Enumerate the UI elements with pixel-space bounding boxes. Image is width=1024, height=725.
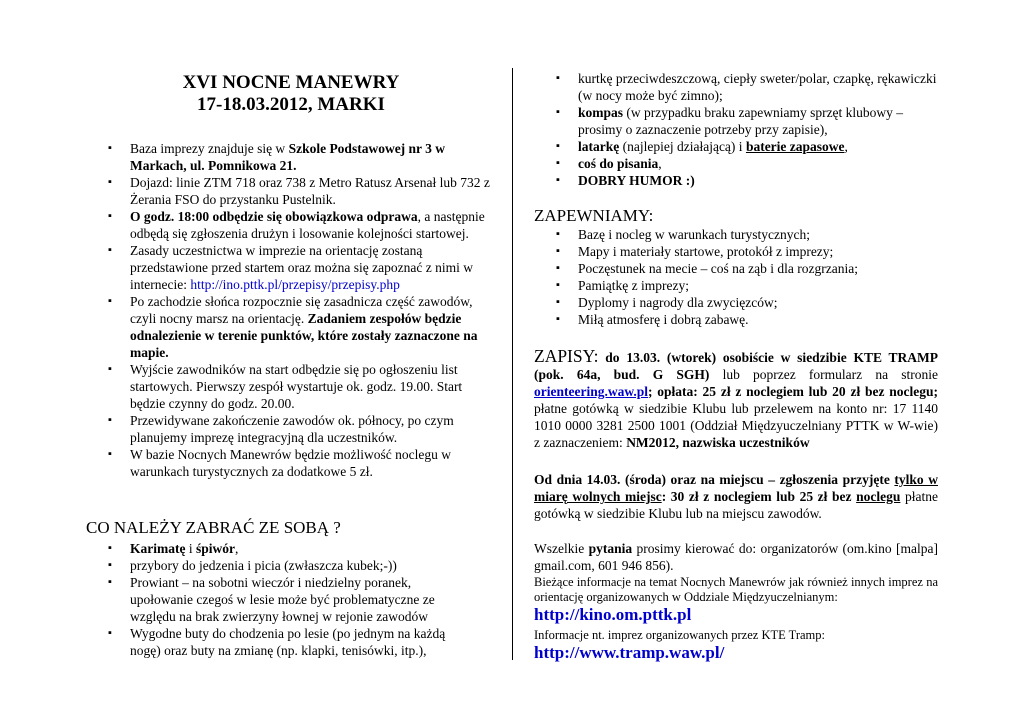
- list-item: [534, 155, 938, 172]
- text: ,: [235, 541, 239, 556]
- bold-text: Od dnia 14.03. (środa) oraz na miejscu – zgłoszenia przyjęte: [534, 472, 895, 487]
- text: prosimy kierować do: organizatorów (om.kino [malpa] gmail.com, 601 946 856).: [534, 541, 938, 573]
- title-line-2: 17-18.03.2012, MARKI: [197, 94, 385, 115]
- text: ,: [658, 156, 662, 171]
- info-paragraph: Bieżące informacje na temat Nocnych Manewrów jak również innych imprez na orientację organizowanych w Oddziale Międzyuczelnianym:: [534, 575, 938, 604]
- title-line-1: XVI NOCNE MANEWRY: [182, 72, 400, 93]
- list-item: ▪ Dojazd: linie ZTM 718 oraz 738 z Metro Ratusz Arsenał lub 732 z Żerania FSO do przystanku Pustelnik.: [86, 174, 496, 208]
- bold-underlined-text: baterie zapasowe: [745, 139, 845, 154]
- text: , a następnie odbędą się zgłoszenia drużyn i losowanie kolejności startowej.: [130, 209, 485, 241]
- bring-heading: CO NALEŻY ZABRAĆ ZE SOBĄ ?: [86, 518, 341, 537]
- bold-text: latarkę: [578, 139, 620, 154]
- list-item: ▪ Pamiątkę z imprezy;: [534, 277, 938, 294]
- list-item: ▪ przybory do jedzenia i picia (zwłaszcza kubek;-)): [86, 557, 476, 574]
- zapisy-paragraph: [534, 348, 938, 451]
- text: Wszelkie: [534, 541, 589, 556]
- list-item: ▪ kurtkę przeciwdeszczową, ciepły sweter/polar, czapkę, rękawiczki (w nocy może być zimno);: [534, 70, 938, 104]
- list-item: ▪ Wyjście zawodników na start odbędzie się po ogłoszeniu list startowych. Pierwszy zespół wystartuje ok. godz. 19.00. Start będzie czynny do godz. 20.00.: [86, 361, 496, 412]
- text: Zasady uczestnictwa w imprezie na orientację zostaną przedstawione przed startem oraz można się zapoznać z nimi w internecie:: [130, 243, 473, 292]
- text: i: [185, 541, 196, 556]
- list-item: [86, 540, 476, 557]
- bold-text: kompas: [578, 105, 624, 120]
- info-list: [86, 140, 496, 480]
- list-item: ▪ Mapy i materiały startowe, protokół z imprezy;: [534, 243, 938, 260]
- list-item: ▪ Przewidywane zakończenie zawodów ok. północy, po czym planujemy imprezę integracyjną dla uczestników.: [86, 412, 496, 446]
- provide-list: [534, 226, 938, 328]
- list-item: [86, 242, 496, 293]
- list-item: [534, 172, 938, 189]
- bold-underlined-text: tylko w miarę wolnych miejsc: [534, 472, 938, 504]
- late-registration-paragraph: [534, 471, 938, 522]
- orienteering-link[interactable]: orienteering.waw.pl: [534, 384, 648, 399]
- provide-heading: ZAPEWNIAMY:: [534, 206, 654, 225]
- bold-text: coś do pisania: [578, 156, 659, 171]
- text: Po zachodzie słońca rozpocznie się zasadnicza część zawodów, czyli nocny marsz na orientację.: [130, 294, 473, 326]
- bold-underlined-text: noclegu: [856, 489, 901, 504]
- text: (w przypadku braku zapewniamy sprzęt klubowy – prosimy o zaznaczenie potrzeby przy zapisie),: [578, 105, 904, 137]
- text: (najlepiej działającą) i: [619, 139, 746, 154]
- bold-text: O godz. 18:00 odbędzie się obowiązkowa odprawa: [130, 209, 418, 224]
- list-item: ▪ Poczęstunek na mecie – coś na ząb i dla rozgrzania;: [534, 260, 938, 277]
- bold-text: śpiwór: [196, 541, 236, 556]
- list-item: ▪ Miłą atmosferę i dobrą zabawę.: [534, 311, 938, 328]
- text: Baza imprezy znajduje się w: [130, 141, 289, 156]
- bold-text: pytania: [588, 541, 633, 556]
- text: płatne gotówką w siedzibie Klubu lub na miejscu zawodów.: [534, 489, 938, 521]
- list-item: ▪ Dyplomy i nagrody dla zwycięzców;: [534, 294, 938, 311]
- zapisy-label: ZAPISY:: [534, 346, 599, 366]
- list-item: [86, 140, 496, 174]
- bold-text: NM2012, nazwiska uczestników: [626, 435, 810, 450]
- tramp-info: Informacje nt. imprez organizowanych przez KTE Tramp:: [534, 628, 825, 642]
- column-divider: [512, 68, 513, 660]
- list-item: ▪ Wygodne buty do chodzenia po lesie (po jednym na każdą nogę) oraz buty na zmianę (np. klapki, tenisówki, itp.),: [86, 625, 476, 659]
- bring-list-continued: [534, 70, 938, 189]
- bold-text: Karimatę: [130, 541, 186, 556]
- list-item: [534, 138, 938, 155]
- text: płatne gotówką w siedzibie Klubu lub przelewem na konto nr: 17 1140 1010 0000 3281 2500 1001 (Oddział Międzyuczelniany PTTK w W-wie) z zaznaczeniem:: [534, 401, 938, 450]
- bold-text: Zadaniem zespołów będzie odnalezienie w terenie punktów, które zostały zaznaczone na mapie.: [130, 311, 478, 360]
- bold-text: Szkole Podstawowej nr 3 w Markach, ul. Pomnikowa 21.: [130, 141, 446, 173]
- page-title: [86, 72, 496, 116]
- questions-paragraph: [534, 540, 938, 574]
- list-item: [86, 208, 496, 242]
- rules-link[interactable]: http://ino.pttk.pl/przepisy/przepisy.php: [190, 277, 400, 292]
- tramp-website-link[interactable]: http://www.tramp.waw.pl/: [534, 643, 725, 662]
- list-item: [534, 104, 938, 138]
- text: lub poprzez formularz na stronie: [709, 367, 938, 382]
- bold-text: : 30 zł z noclegiem lub 25 zł bez: [661, 489, 857, 504]
- bold-text: do 13.03. (wtorek) osobiście w siedzibie KTE TRAMP (pok. 64a, bud. G SGH): [534, 350, 938, 382]
- kino-website-link[interactable]: http://kino.om.pttk.pl: [534, 605, 692, 624]
- bold-text: ; opłata: 25 zł z noclegiem lub 20 zł bez noclegu;: [648, 384, 938, 399]
- list-item: ▪ Prowiant – na sobotni wieczór i niedzielny poranek, upołowanie czegoś w lesie może być problematyczne ze względu na brak zwierzyny łownej w rejonie zawodów: [86, 574, 476, 625]
- bold-text: DOBRY HUMOR :): [578, 173, 695, 188]
- bring-list: [86, 540, 476, 659]
- list-item: ▪ W bazie Nocnych Manewrów będzie możliwość noclegu w warunkach turystycznych za dodatkowe 5 zł.: [86, 446, 496, 480]
- list-item: ▪ Bazę i nocleg w warunkach turystycznych;: [534, 226, 938, 243]
- text: ,: [844, 139, 848, 154]
- list-item: [86, 293, 496, 361]
